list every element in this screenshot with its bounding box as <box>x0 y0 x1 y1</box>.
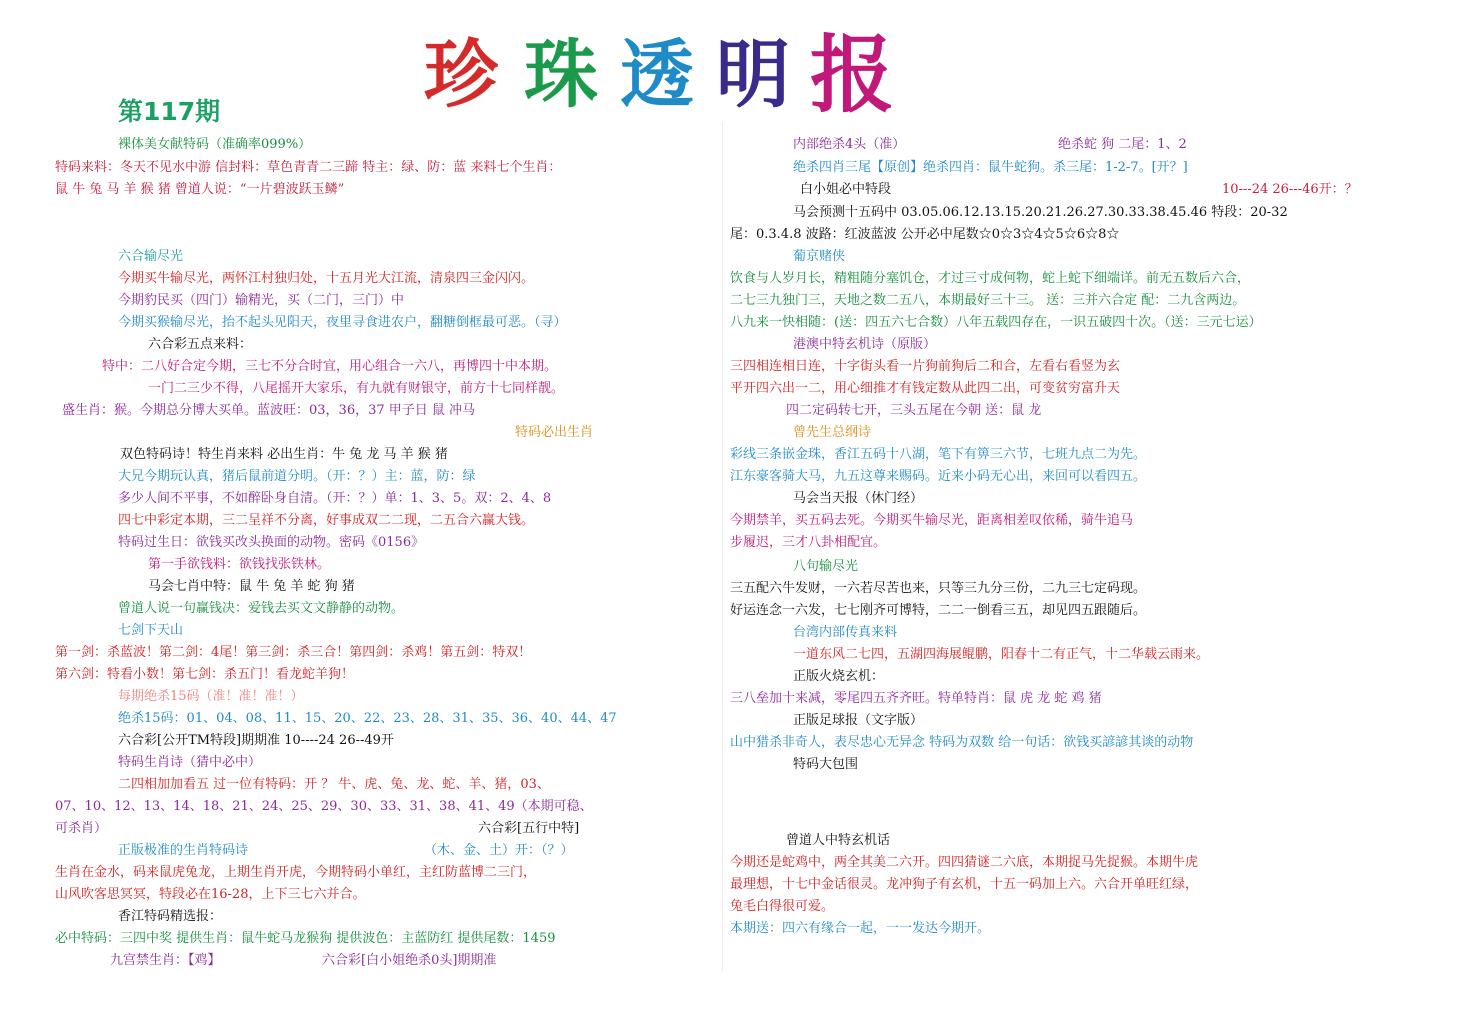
right-line-31: 特码大包围 <box>793 757 859 772</box>
column-divider <box>722 122 723 972</box>
right-line-29: 正版足球报（文字版） <box>793 713 924 728</box>
right-line-7: 尾：0.3.4.8 波路：红波蓝波 公开必中尾数☆0☆3☆4☆5☆6☆8☆ <box>730 227 1120 242</box>
right-line-13: 三四相连相日连，十字街头看一片狗前狗后二和合，左看右看竖为玄 <box>730 359 1121 374</box>
left-line-3: 鼠 牛 兔 马 羊 猴 猪 曾道人说：“一片碧波跃玉鳞” <box>55 182 345 197</box>
left-line-30: 可杀肖） <box>55 821 108 836</box>
right-line-1: 内部绝杀4头（准） <box>793 137 906 152</box>
left-line-24: 每期绝杀15码（准！准！准！） <box>118 689 304 704</box>
right-line-10: 二七三九独门三，天地之数二五八，本期最好三十三。 送：三并六合定 配：二九含两边。 <box>730 293 1246 308</box>
right-line-15: 四二定码转七开，三头五尾在今朝 送：鼠 龙 <box>786 403 1042 418</box>
right-line-33: 今期还是蛇鸡中，两全其美二六开。四四猜谜二六底，本期捉马先捉猴。本期牛虎 <box>730 855 1199 870</box>
left-line-35: 山风吹客思冥冥，特段必在16-28，上下三七六并合。 <box>55 887 366 902</box>
left-line-8: 六合彩五点来料： <box>148 337 253 352</box>
left-line-10: 一门二三少不得，八尾摇开大家乐，有九就有财银守，前方十七同样靓。 <box>148 381 565 396</box>
right-line-22: 八句输尽光 <box>793 559 859 574</box>
right-line-28: 三八垒加十来减，零尾四五齐齐旺。特单特肖：鼠 虎 龙 蛇 鸡 猪 <box>730 691 1102 706</box>
left-line-28: 二四相加加看五 过一位有特码：开 ？ 牛、虎、兔、龙、蛇、羊、猪，03、 <box>118 777 550 792</box>
right-line-2: 绝杀蛇 狗 二尾：1、2 <box>1058 137 1187 152</box>
right-line-35: 兔毛白得很可爱。 <box>730 899 835 914</box>
left-line-20: 曾道人说一句赢钱决：爱钱去买文文静静的动物。 <box>118 601 405 616</box>
right-line-12: 港澳中特玄机诗（原版） <box>793 337 937 352</box>
right-line-8: 葡京赌侠 <box>793 249 846 264</box>
left-line-29: 07、10、12、13、14、18、21、24、25、29、30、33、31、38、41、49（本期可稳、 <box>55 799 593 814</box>
title-char-4: 明 <box>716 32 790 118</box>
right-line-14: 平开四六出一二，用心细推才有钱定数从此四二出，可变贫穷富升天 <box>730 381 1121 396</box>
right-line-3: 绝杀四肖三尾【原创】绝杀四肖：鼠牛蛇狗。杀三尾：1-2-7。[开？] <box>793 160 1188 175</box>
right-line-18: 江东豪客骑大马，九五这尊来赐码。近来小码无心出，来回可以看四五。 <box>730 469 1147 484</box>
title-char-2: 珠 <box>524 32 598 118</box>
right-line-25: 台湾内部传真来料 <box>793 625 898 640</box>
left-line-25: 绝杀15码：01、04、08、11、15、20、22、23、28、31、35、36、40、44、47 <box>118 711 617 726</box>
left-line-2: 特码来料：冬天不见水中游 信封料：草色青青二三蹄 特主：绿、防：蓝 来料七个生肖： <box>55 160 562 175</box>
left-line-39: 六合彩[白小姐绝杀0头]期期准 <box>322 953 497 968</box>
left-line-33: （木、金、土）开：（？） <box>424 843 574 858</box>
left-line-31: 六合彩[五行中特] <box>478 821 580 836</box>
left-line-38: 九宫禁生肖：【鸡】 <box>110 953 221 968</box>
right-line-30: 山中猎杀非奇人，表尽忠心无异念 特码为双数 给一句话：欲钱买諺諺其谈的动物 <box>730 735 1194 750</box>
left-line-21: 七剑下天山 <box>118 623 184 638</box>
right-line-11: 八九来一快相随：(送：四五六七合数）八年五载四存在，一识五破四十次。（送：三元七运） <box>730 315 1262 330</box>
masthead-title <box>424 25 895 124</box>
left-line-12: 特码必出生肖 <box>515 425 594 440</box>
right-line-9: 饮食与人岁月长，精粗随分塞饥仓，才过三寸成何物，蛇上蛇下细端详。前无五数后六合， <box>730 271 1251 286</box>
left-line-15: 多少人间不平事，不如醉卧身自清。（开：？）单：1、3、5。双：2、4、8 <box>118 491 552 506</box>
title-char-3: 透 <box>620 32 694 118</box>
right-line-19: 马会当天报（休门经） <box>793 491 924 506</box>
right-line-5: 10---24 26---46开：？ <box>1222 182 1358 197</box>
right-line-16: 曾先生总纲诗 <box>793 425 872 440</box>
right-line-34: 最理想，十七中金话很灵。龙冲狗子有玄机，十五一码加上六。六合开单旺红绿， <box>730 877 1199 892</box>
left-line-14: 大兄今期玩认真，猪后鼠前道分明。（开：？）主：蓝，防：绿 <box>118 469 476 484</box>
right-line-27: 正版火烧玄机： <box>793 669 885 684</box>
left-line-19: 马会七肖中特：鼠 牛 兔 羊 蛇 狗 猪 <box>148 579 355 594</box>
right-line-23: 三五配六牛发财，一六若尽苦也来，只等三九分三份，二九三七定码现。 <box>730 581 1147 596</box>
left-line-18: 第一手欲钱料：欲钱找张铁林。 <box>148 557 331 572</box>
left-line-27: 特码生肖诗（猜中必中） <box>118 755 262 770</box>
right-line-4: 白小姐必中特段 <box>800 182 892 197</box>
left-line-22: 第一剑：杀蓝波！第二剑：4尾！第三剑：杀三合！第四剑：杀鸡！第五剑：特双！ <box>55 645 532 660</box>
right-line-26: 一道东风二七四，五湖四海展鲲鹏，阳春十二有正气，十二华载云雨来。 <box>793 647 1210 662</box>
left-line-34: 生肖在金水，码来鼠虎兔龙，上期生肖开虎，今期特码小单红，主红防蓝博二三门， <box>55 865 537 880</box>
left-line-36: 香江特码精选报： <box>118 909 223 924</box>
left-line-17: 特码过生日：欲钱买改头换面的动物。密码《0156》 <box>118 535 425 550</box>
left-line-23: 第六剑：特看小数！第七剑：杀五门！看龙蛇羊狗！ <box>55 667 355 682</box>
title-char-5: 报 <box>810 25 895 124</box>
right-line-17: 彩线三条嵌金珠，香江五码十八湖，笔下有箅三六节，七班九点二为先。 <box>730 447 1147 462</box>
left-line-13: 双色特码诗！特生肖来料 必出生肖：牛 兔 龙 马 羊 猴 猪 <box>120 447 448 462</box>
left-line-26: 六合彩[公开TM特段]期期准 10----24 26--49开 <box>118 733 394 748</box>
title-char-1: 珍 <box>424 32 498 118</box>
right-line-21: 步履迟，三才八卦相配宜。 <box>730 535 887 550</box>
left-line-5: 今期买牛输尽光，两怀江村独归处，十五月光大江流，清泉四三金闪闪。 <box>118 271 535 286</box>
right-line-20: 今期禁羊，买五码去死。今期买牛输尽光，距离相差叹依稀，骑牛追马 <box>730 513 1134 528</box>
left-line-37: 必中特码：三四中奖 提供生肖：鼠牛蛇马龙猴狗 提供波色：主蓝防红 提供尾数：1459 <box>55 931 556 946</box>
right-line-32: 曾道人中特玄机话 <box>786 833 891 848</box>
left-line-6: 今期豹民买（四门）输精光，买（二门，三门）中 <box>118 293 405 308</box>
issue-number: 第117期 <box>118 97 221 126</box>
right-line-36: 本期送：四六有缘合一起，一一发达今期开。 <box>730 921 991 936</box>
left-line-9: 特中：二八好合定今期，三七不分合时宜，用心组合一六八，再博四十中本期。 <box>102 359 558 374</box>
left-line-16: 四七中彩定本期，三二呈祥不分离，好事成双二二现，二五合六赢大钱。 <box>118 513 535 528</box>
left-line-4: 六合输尽光 <box>118 249 184 264</box>
left-line-11: 盛生肖：猴。今期总分博大买单。蓝波旺：03，36，37 甲子日 鼠 冲马 <box>62 403 476 418</box>
left-line-1: 裸体美女献特码（准确率099%） <box>118 137 312 152</box>
left-line-32: 正版极准的生肖特码诗 <box>118 843 249 858</box>
left-line-7: 今期买猴输尽光，抬不起头见阳天，夜里寻食进农户，翻糖倒框最可恶。（寻） <box>118 315 567 330</box>
right-line-6: 马会预测十五码中 03.05.06.12.13.15.20.21.26.27.30.33.38.45.46 特段：20-32 <box>793 205 1288 220</box>
right-line-24: 好运连念一六发，七七刚齐可博特，二二一倒看三五，却见四五跟随后。 <box>730 603 1147 618</box>
